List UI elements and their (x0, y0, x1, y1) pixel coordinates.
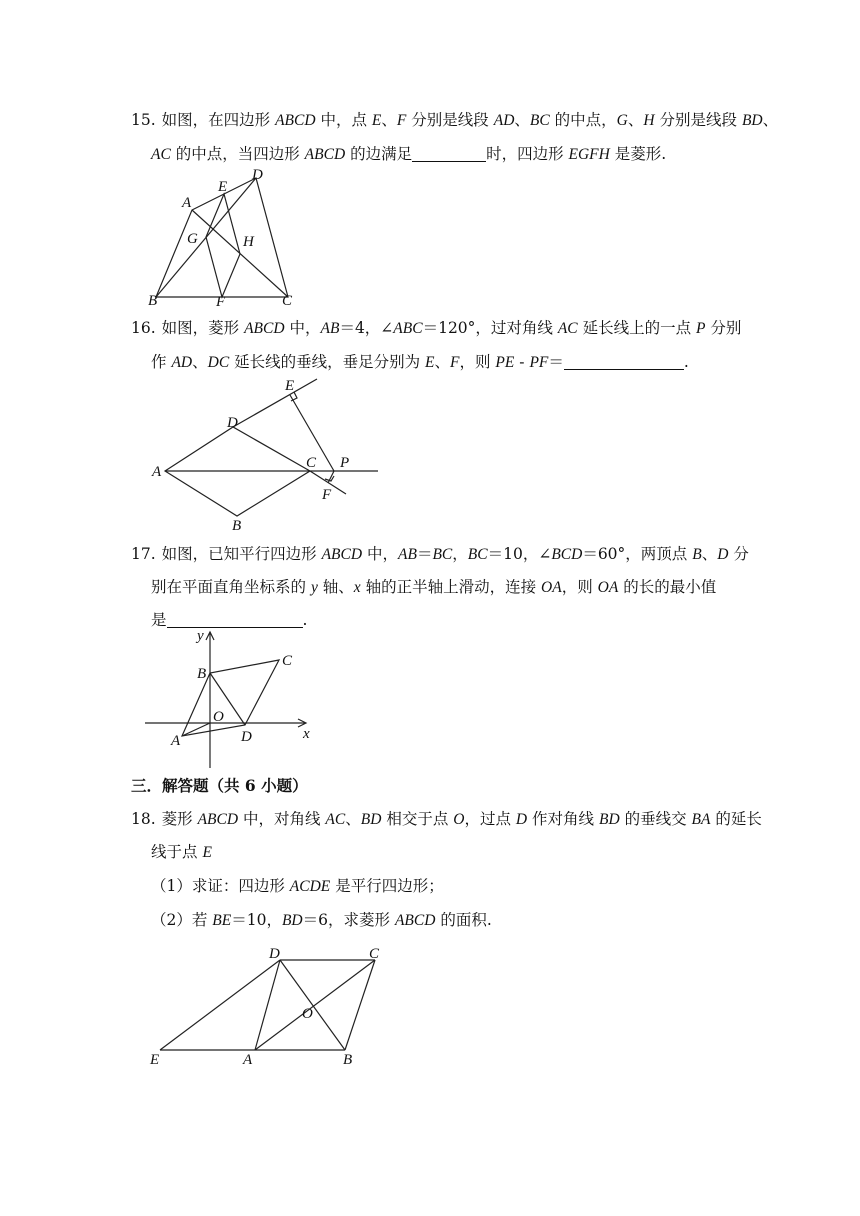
label-h: H (243, 234, 254, 250)
label-c: C (369, 946, 380, 962)
q18-part1: （1）求证：四边形 ACDE 是平行四边形； (151, 877, 444, 895)
q18-line1: 18. 菱形 ABCD 中，对角线 AC、BD 相交于点 O，过点 D 作对角线 BD 的垂线交 BA 的延长 (131, 810, 762, 828)
q17-figure (145, 628, 325, 778)
q16-line1: 16. 如图，菱形 ABCD 中，AB＝4，∠ABC＝120°，过对角线 AC 延长线上的一点 P 分别 (131, 319, 742, 337)
quad-egfh (206, 194, 240, 297)
section-heading: 三．解答题（共 6 小题） (131, 776, 308, 795)
diagonal-bd (280, 960, 345, 1050)
q16-line2: 作 AD、DC 延长线的垂线，垂足分别为 E、F，则 PE - PF＝ . (151, 353, 689, 371)
label-b: B (343, 1052, 353, 1068)
label-y: y (197, 628, 204, 644)
label-d: D (227, 415, 238, 431)
segment-cb (345, 960, 375, 1050)
question-number: 18. (131, 810, 156, 828)
label-e: E (218, 179, 228, 195)
diagonal-ac (255, 960, 375, 1050)
q16-figure (150, 375, 385, 535)
label-b: B (197, 666, 207, 682)
q18-line2: 线于点 E (151, 843, 212, 861)
label-a: A (182, 195, 192, 211)
label-a: A (171, 733, 181, 749)
label-d: D (241, 729, 252, 745)
q15-line1: 15. 如图，在四边形 ABCD 中，点 E、F 分别是线段 AD、BC 的中点，G、H 分别是线段 BD、 (131, 111, 779, 129)
q15-line2: AC 的中点，当四边形 ABCD 的边满足 时，四边形 EGFH 是菱形. (151, 145, 667, 163)
label-p: P (340, 455, 350, 471)
question-number: 15. (131, 111, 156, 129)
q18-figure (140, 940, 400, 1075)
answer-blank[interactable] (412, 145, 486, 162)
label-c: C (282, 653, 293, 669)
question-number: 17. (131, 545, 156, 563)
right-angle-f (325, 476, 334, 481)
label-c: C (306, 455, 317, 471)
label-c: C (282, 293, 293, 309)
segment-ad (255, 960, 280, 1050)
label-f: F (216, 294, 226, 310)
label-x: x (303, 726, 310, 742)
label-a: A (243, 1052, 253, 1068)
q17-line2: 别在平面直角坐标系的 y 轴、x 轴的正半轴上滑动，连接 OA，则 OA 的长的最小值 (151, 578, 717, 596)
label-o: O (302, 1006, 313, 1022)
answer-blank[interactable] (167, 611, 303, 628)
label-e: E (285, 378, 295, 394)
q18-part2: （2）若 BE＝10，BD＝6，求菱形 ABCD 的面积. (151, 911, 492, 929)
label-f: F (322, 487, 332, 503)
label-o: O (213, 709, 224, 725)
label-e: E (150, 1052, 160, 1068)
q15-figure (140, 165, 310, 310)
answer-blank[interactable] (564, 353, 684, 370)
q17-line3: 是 . (151, 611, 308, 629)
q17-line1: 17. 如图，已知平行四边形 ABCD 中，AB＝BC，BC＝10，∠BCD＝60°，两顶点 B、D 分 (131, 545, 749, 563)
label-d: D (269, 946, 280, 962)
label-a: A (152, 464, 162, 480)
label-g: G (187, 231, 198, 247)
segment-ed (160, 960, 280, 1050)
label-b: B (148, 293, 158, 309)
question-number: 16. (131, 319, 156, 337)
label-d: D (252, 167, 263, 183)
label-b: B (232, 518, 242, 534)
